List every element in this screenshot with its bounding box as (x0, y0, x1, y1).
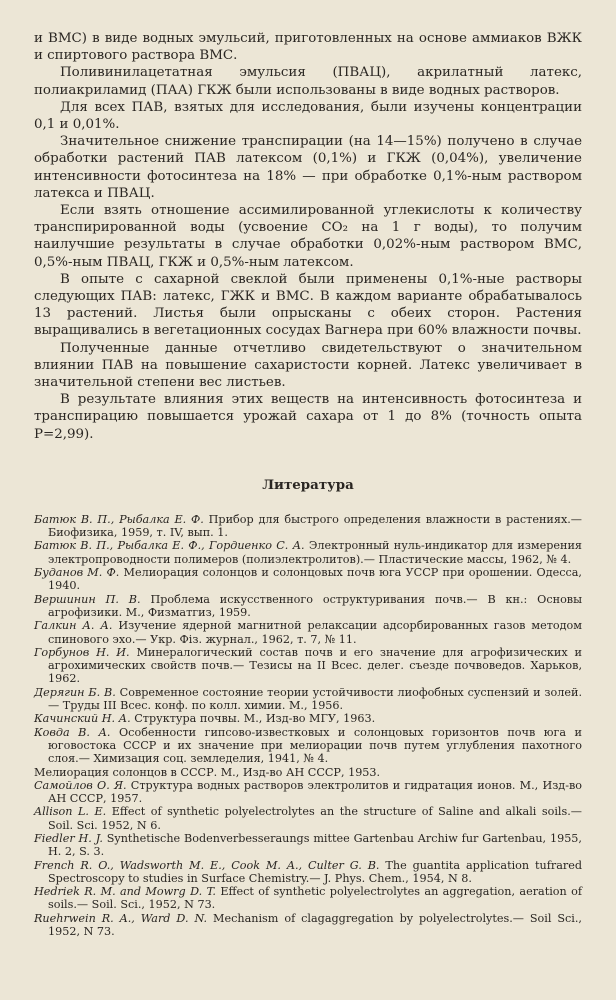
reference-author: Самойлов О. Я. (34, 778, 127, 792)
reference-text: The guantita application tufrared Spectroscopy to studies in Surface Chemistry.— J. Phys. Chem., 1954, N 8. (48, 858, 582, 885)
reference-item (34, 885, 582, 912)
paragraph: Поливинилацетатная эмульсия (ПВАЦ), акрилатный латекс, полиакриламид (ПАА) ГКЖ были использованы в виде водных растворов. (34, 65, 582, 98)
reference-author: Hedriek R. M. and Mowrg D. T. (34, 885, 216, 899)
paragraph: Полученные данные отчетливо свидетельствуют о значительном влиянии ПАВ на повышение сахаристости корней. Латекс увеличивает в значительной степени вес листьев. (34, 340, 582, 391)
references-list (34, 513, 582, 939)
reference-text: Структура водных растворов электролитов и гидратация ионов. М., Изд-во АН СССР, 1957. (48, 778, 583, 806)
reference-item (34, 779, 582, 806)
reference-text: Особенности гипсово-известковых и солонцовых горизонтов почв юга и юговостока СССР и их значение при мелиорации почв путем углубления пахотного слоя.— Химизация соц. земледелия, 1941, № 4. (48, 725, 582, 766)
references-heading: Литература (262, 476, 354, 493)
paragraph: Значительное снижение транспирации (на 14—15%) получено в случае обработки растений ПАВ латексом (0,1%) и ГКЖ (0,04%), увеличение интенсивности фотосинтеза на 18% — при обработке 0,1%-ным раствором латекса и ПВАЦ. (34, 134, 582, 201)
reference-text: Synthetische Bodenverbesseraungs mittee Gartenbau Archiw fur Gartenbau, 1955, H. 2, S. 3. (48, 832, 582, 859)
reference-item (34, 593, 582, 620)
reference-author: Галкин А. А. (34, 619, 113, 633)
reference-item (34, 686, 582, 713)
reference-text: Электронный нуль-индикатор для измерения электропроводности полимеров (полиэлектролитов).— Пластические массы, 1962, № 4. (48, 539, 582, 566)
reference-author: Allison L. E. (34, 805, 107, 819)
reference-text: Мелиорация солонцов и солонцовых почв юга УССР при орошении. Одесса, 1940. (48, 566, 582, 593)
reference-item (34, 646, 582, 686)
reference-text: Effect of synthetic polyelectrolytes an aggregation, aeration of soils.— Soil. Sci., 1952, N 73. (48, 885, 582, 912)
paragraph: Для всех ПАВ, взятых для исследования, были изучены концентрации 0,1 и 0,01%. (34, 99, 582, 133)
reference-item (34, 805, 582, 832)
reference-text: Проблема искусственного оструктуривания почв.— В кн.: Основы агрофизики. М., Физматгиз, 1959. (48, 592, 583, 619)
reference-text: Структура почвы. М., Изд-во МГУ, 1963. (134, 712, 376, 726)
reference-author: Батюк В. П., Рыбалка Е. Ф. (34, 512, 204, 526)
paragraph: и ВМС) в виде водных эмульсий, приготовленных на основе аммиаков ВЖК и спиртового раствора ВМС. (34, 31, 582, 64)
reference-text: Effect of synthetic polyelectrolytes an the structure of Saline and alkali soils.— Soil. Sci. 1952, N 6. (48, 805, 582, 832)
reference-author: Fiedler H. J. (34, 832, 103, 845)
reference-text: Mechanism of clagaggregation by polyelectrolytes.— Soil Sci., 1952, N 73. (48, 911, 582, 939)
reference-item (34, 912, 582, 939)
reference-author: French R. O., Wadsworth M. E., Cook M. A., Culter G. B. (34, 858, 380, 872)
reference-item (34, 619, 582, 646)
reference-author: Вершинин П. В. (34, 592, 141, 606)
reference-item (34, 832, 582, 859)
paragraph: В опыте с сахарной свеклой были применены 0,1%-ные растворы следующих ПАВ: латекс, ГЖК и ВМС. В каждом варианте обрабатывалось 13 растений. Листья были опрысканы с обеих сторон. Растения выращивались в вегетационных сосудах Вагнера при 60% влажности почвы. (34, 271, 582, 339)
reference-text: Минералогический состав почв и его значение для агрофизических и агрохимических свойств почв.— Тезисы на II Всес. делег. съезде почвоведов. Харьков, 1962. (48, 645, 582, 686)
reference-item (34, 712, 582, 725)
reference-author: Батюк В. П., Рыбалка Е. Ф., Гордиенко С. А. (34, 539, 305, 553)
reference-item (34, 566, 582, 593)
reference-text: Изучение ядерной магнитной релаксации адсорбированных газов методом спинового эхо.— Укр. Фiз. журнал., 1962, т. 7, № 11. (48, 619, 582, 646)
reference-item (34, 539, 582, 566)
paragraph: В результате влияния этих веществ на интенсивность фотосинтеза и транспирацию повышается урожай сахара от 1 до 8% (точность опыта P=2,99). (34, 392, 582, 442)
reference-item (34, 859, 582, 886)
reference-author: Ruehrwein R. A., Ward D. N. (34, 911, 208, 925)
body-text (34, 30, 582, 443)
reference-author: Горбунов Н. И. (34, 645, 130, 659)
reference-author: Дерягин Б. В. (34, 685, 116, 699)
reference-item (34, 766, 582, 779)
reference-item (34, 513, 582, 540)
reference-text: Прибор для быстрого определения влажности в растениях.— Биофизика, 1959, т. IV, вып. 1. (48, 512, 582, 540)
reference-text: Мелиорация солонцов в СССР. М., Изд-во АН СССР, 1953. (34, 765, 381, 779)
reference-author: Ковда В. А. (34, 725, 111, 739)
reference-author: Буданов М. Ф. (34, 566, 120, 580)
reference-item (34, 726, 582, 766)
paragraph: Если взять отношение ассимилированной углекислоты к количеству транспирированной воды (усвоение CO₂ на 1 г воды), то получим наилучшие результаты в случае обработки 0,02%-ным раствором ВМС, 0,5%-ным ПВАЦ, ГКЖ и 0,5%-ным латексом. (34, 203, 582, 270)
reference-text: Современное состояние теории устойчивости лиофобных суспензий и золей.— Труды III Всес. конф. по колл. химии. М., 1956. (48, 685, 582, 713)
reference-author: Качинский Н. А. (34, 712, 131, 726)
